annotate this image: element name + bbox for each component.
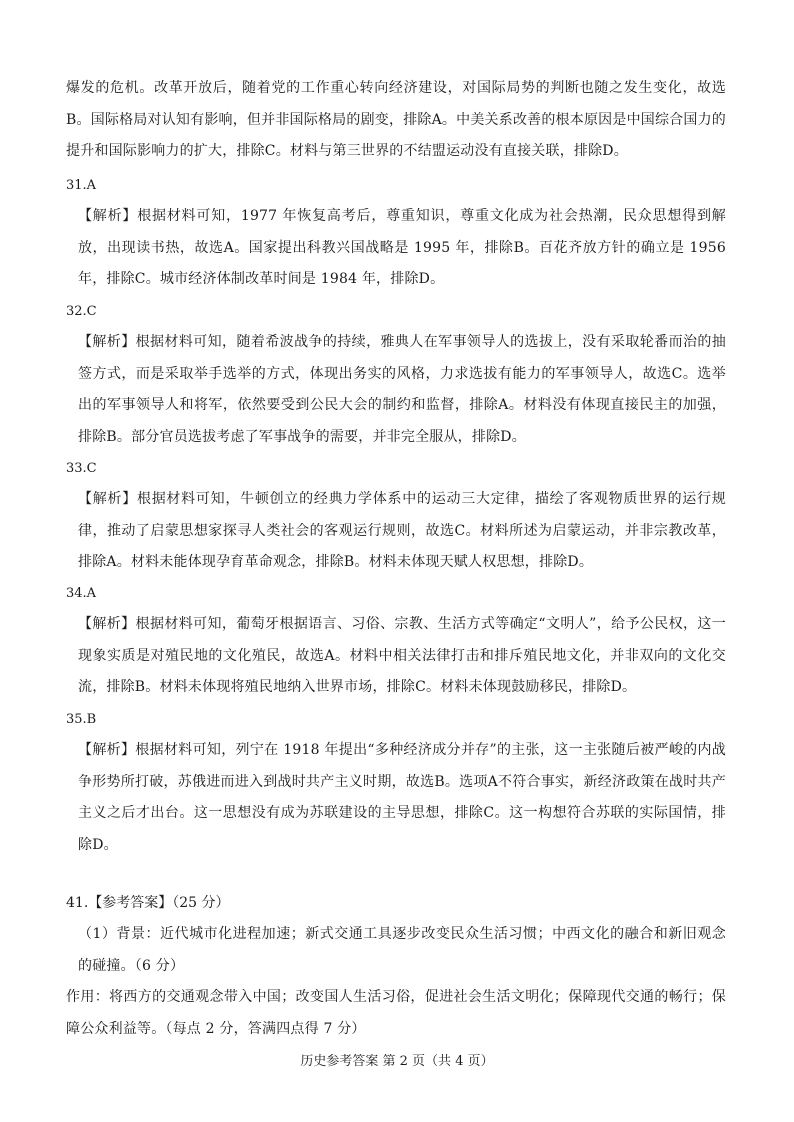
q41-effect: 作用：将西方的交通观念带入中国；改变国人生活习俗，促进社会生活文明化；保障现代交通的畅行；保障公众利益等。（每点 2 分，答满四点得 7 分）	[66, 989, 726, 1037]
answer-34: 34.A	[66, 586, 97, 601]
q41-background: （1）背景：近代城市化进程加速；新式交通工具逐步改变民众生活习惯；中西文化的融合和新旧观念的碰撞。（6 分）	[78, 926, 726, 974]
answer-32: 32.C	[66, 304, 97, 319]
continued-analysis-paragraph: 爆发的危机。改革开放后，随着党的工作重心转向经济建设，对国际局势的判断也随之发生变化，故选B。国际格局对认知有影响，但并非国际格局的剧变，排除A。中美关系改善的根本原因是中国综合国力的提升和国际影响力的扩大，排除C。材料与第三世界的不结盟运动没有直接关联，排除D。	[66, 80, 726, 159]
page-footer: 历史参考答案 第 2 页（共 4 页）	[300, 1054, 494, 1069]
answer-31: 31.A	[66, 178, 97, 193]
analysis-31: 【解析】根据材料可知，1977 年恢复高考后，尊重知识，尊重文化成为社会热潮，民众思想得到解放，出现读书热，故选A。国家提出科教兴国战略是 1995 年，排除B。百花齐放方针的确立是 1956 年，排除C。城市经济体制改革时间是 1984 年，排除D。	[78, 208, 726, 287]
answer-33: 33.C	[66, 461, 97, 476]
analysis-33: 【解析】根据材料可知，牛顿创立的经典力学体系中的运动三大定律，描绘了客观物质世界的运行规律，推动了启蒙思想家探寻人类社会的客观运行规则，故选C。材料所述为启蒙运动，并非宗教改革，排除A。材料未能体现孕育革命观念，排除B。材料未体现天赋人权思想，排除D。	[78, 491, 726, 570]
analysis-34: 【解析】根据材料可知，葡萄牙根据语言、习俗、宗教、生活方式等确定“文明人”，给予公民权，这一现象实质是对殖民地的文化殖民，故选A。材料中相关法律打击和排斥殖民地文化，并非双向的文化交流，排除B。材料未体现将殖民地纳入世界市场，排除C。材料未体现鼓励移民，排除D。	[78, 616, 726, 695]
answer-35: 35.B	[66, 712, 97, 727]
analysis-35: 【解析】根据材料可知，列宁在 1918 年提出“多种经济成分并存”的主张，这一主张随后被严峻的内战争形势所打破，苏俄进而进入到战时共产主义时期，故选B。选项A不符合事实，新经济政策在战时共产主义之后才出台。这一思想没有成为苏联建设的主导思想，排除C。这一构想符合苏联的实际国情，排除D。	[78, 742, 726, 853]
q41-heading: 41.【参考答案】（25 分）	[66, 895, 230, 911]
analysis-32: 【解析】根据材料可知，随着希波战争的持续，雅典人在军事领导人的选拔上，没有采取轮番而治的抽签方式，而是采取举手选举的方式，体现出务实的风格，力求选拔有能力的军事领导人，故选C。选举出的军事领导人和将军，依然要受到公民大会的制约和监督，排除A。材料没有体现直接民主的加强，排除B。部分官员选拔考虑了军事战争的需要，并非完全服从，排除D。	[78, 334, 726, 445]
